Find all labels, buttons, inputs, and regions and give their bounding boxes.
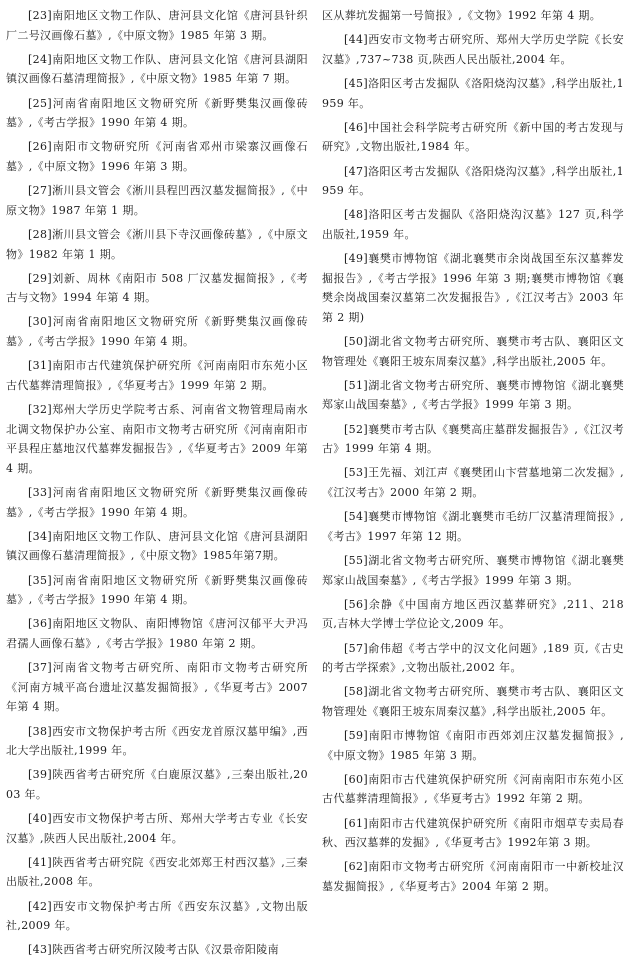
reference-entry: [37]河南省文物考古研究所、南阳市文物考古研究所《河南方城平高台遗址汉墓发掘简报》,《华夏考古》2007 年第 4 期。 [6, 661, 308, 714]
reference-entry: [34]南阳地区文物工作队、唐河县文化馆《唐河县湖阳镇汉画像石墓清理简报》,《中原文物》1985年第7期。 [6, 529, 308, 563]
reference-entry: [26]南阳市文物研究所《河南省邓州市梁寨汉画像石墓》,《中原文物》1996 年第 3 期。 [6, 140, 308, 173]
reference-entry: [51]湖北省文物考古研究所、襄樊市博物馆《湖北襄樊郑家山战国秦墓》,《考古学报》1999 年第 3 期。 [322, 378, 624, 412]
reference-entry: [47]洛阳区考古发掘队《洛阳烧沟汉墓》,科学出版社,1959 年。 [322, 164, 624, 198]
reference-entry: [57]俞伟超《考古学中的汉文化问题》,189 页,《古史的考古学探索》,文物出版社,2002 年。 [322, 641, 624, 675]
reference-entry: [54]襄樊市博物馆《湖北襄樊市毛纺厂汉墓清理简报》,《考古》1997 年第 12 期。 [322, 510, 624, 543]
reference-entry: [61]南阳市古代建筑保护研究所《南阳市烟草专卖局春秋、西汉墓葬的发掘》,《华夏考古》1992年第 3 期。 [322, 816, 624, 850]
reference-entry: [30]河南省南阳地区文物研究所《新野樊集汉画像砖墓》,《考古学报》1990 年第 4 期。 [6, 315, 308, 349]
reference-column-right [322, 6, 624, 901]
reference-entry: [27]淅川县文管会《淅川县程凹西汉墓发掘简报》,《中原文物》1987 年第 1 期。 [6, 184, 308, 217]
reference-entry: [25]河南省南阳地区文物研究所《新野樊集汉画像砖墓》,《考古学报》1990 年第 4 期。 [6, 96, 308, 130]
reference-entry: [44]西安市文物考古研究所、郑州大学历史学院《长安汉墓》,737~738 页,陕西人民出版社,2004 年。 [322, 33, 624, 66]
reference-entry: [42]西安市文物保护考古所《西安东汉墓》,文物出版社,2009 年。 [6, 899, 308, 933]
reference-entry: [48]洛阳区考古发掘队《洛阳烧沟汉墓》127 页,科学出版社,1959 年。 [322, 208, 624, 241]
reference-entry: [35]河南省南阳地区文物研究所《新野樊集汉画像砖墓》,《考古学报》1990 年第 4 期。 [6, 573, 308, 607]
reference-entry: [31]南阳市古代建筑保护研究所《河南南阳市东苑小区古代墓葬清理简报》,《华夏考古》1999 年第 2 期。 [6, 359, 308, 392]
reference-entry: [43]陕西省考古研究所汉陵考古队《汉景帝阳陵南 [28, 943, 279, 957]
reference-entry: [52]襄樊市考古队《襄樊高庄墓群发掘报告》,《江汉考古》1999 年第 4 期。 [322, 422, 624, 456]
reference-entry: [45]洛阳区考古发掘队《洛阳烧沟汉墓》,科学出版社,1959 年。 [322, 76, 624, 110]
reference-entry: [39]陕西省考古研究所《白鹿原汉墓》,三秦出版社,2003 年。 [6, 768, 308, 801]
reference-column-left [6, 6, 308, 965]
reference-entry: [46]中国社会科学院考古研究所《新中国的考古发现与研究》,文物出版社,1984 年。 [322, 120, 624, 154]
reference-entry: [58]湖北省文物考古研究所、襄樊市考古队、襄阳区文物管理处《襄阳王坡东周秦汉墓》,科学出版社,2005 年。 [322, 685, 624, 718]
reference-entry: [32]郑州大学历史学院考古系、河南省文物管理局南水北调文物保护办公室、南阳市文物考古研究所《河南南阳市平县程庄墓地汉代墓葬发掘报告》,《华夏考古》2009 年第 4 期。 [6, 403, 308, 475]
reference-entry: [33]河南省南阳地区文物研究所《新野樊集汉画像砖墓》,《考古学报》1990 年第 4 期。 [6, 486, 308, 519]
reference-entry: [50]湖北省文物考古研究所、襄樊市考古队、襄阳区文物管理处《襄阳王坡东周秦汉墓》,科学出版社,2005 年。 [322, 335, 624, 368]
reference-entry: [55]湖北省文物考古研究所、襄樊市博物馆《湖北襄樊郑家山战国秦墓》,《考古学报》1999 年第 3 期。 [322, 553, 624, 587]
reference-entry: [23]南阳地区文物工作队、唐河县文化馆《唐河县针织厂二号汉画像石墓》,《中原文物》1985 年第 3 期。 [6, 9, 308, 42]
reference-entry: [53]王先福、刘江声《襄樊团山卞营墓地第二次发掘》,《江汉考古》2000 年第 2 期。 [322, 466, 624, 499]
reference-entry: [40]西安市文物保护考古所、郑州大学考古专业《长安汉墓》,陕西人民出版社,2004 年。 [6, 812, 308, 845]
reference-entry: [24]南阳地区文物工作队、唐河县文化馆《唐河县湖阳镇汉画像石墓清理简报》,《中原文物》1985 年第 7 期。 [6, 52, 308, 86]
reference-entry: [29]刘新、周林《南阳市 508 厂汉墓发掘简报》,《考古与文物》1994 年第 4 期。 [6, 271, 308, 305]
reference-entry: [59]南阳市博物馆《南阳市西郊刘庄汉墓发掘简报》,《中原文物》1985 年第 3 期。 [322, 729, 624, 762]
reference-entry: [36]南阳地区文物队、南阳博物馆《唐河汉郁平大尹冯君孺人画像石墓》,《考古学报》1980 年第 2 期。 [6, 617, 308, 650]
reference-entry: [49]襄樊市博物馆《湖北襄樊市余岗战国至东汉墓葬发掘报告》,《考古学报》1996 年第 3 期;襄樊市博物馆《襄樊余岗战国秦汉墓第二次发掘报告》,《江汉考古》2003 年第 2 期) [322, 252, 624, 324]
reference-entry: [62]南阳市文物考古研究所《河南南阳市一中新校址汉墓发掘简报》,《华夏考古》2004 年第 2 期。 [322, 860, 624, 894]
reference-entry: [38]西安市文物保护考古所《西安龙首原汉墓甲编》,西北大学出版社,1999 年。 [6, 724, 308, 758]
reference-entry: [41]陕西省考古研究院《西安北郊郑王村西汉墓》,三秦出版社,2008 年。 [6, 855, 308, 889]
reference-entry: [28]淅川县文管会《淅川县下寺汉画像砖墓》,《中原文物》1982 年第 1 期。 [6, 227, 308, 261]
reference-entry-continuation: 区从葬坑发掘第一号简报》,《文物》1992 年第 4 期。 [322, 9, 602, 22]
reference-entry: [56]余静《中国南方地区西汉墓葬研究》,211、218页,吉林大学博士学位论文,2009 年。 [322, 597, 624, 631]
reference-entry: [60]南阳市古代建筑保护研究所《河南南阳市东苑小区古代墓葬清理简报》,《华夏考古》1992 年第 2 期。 [322, 772, 624, 806]
